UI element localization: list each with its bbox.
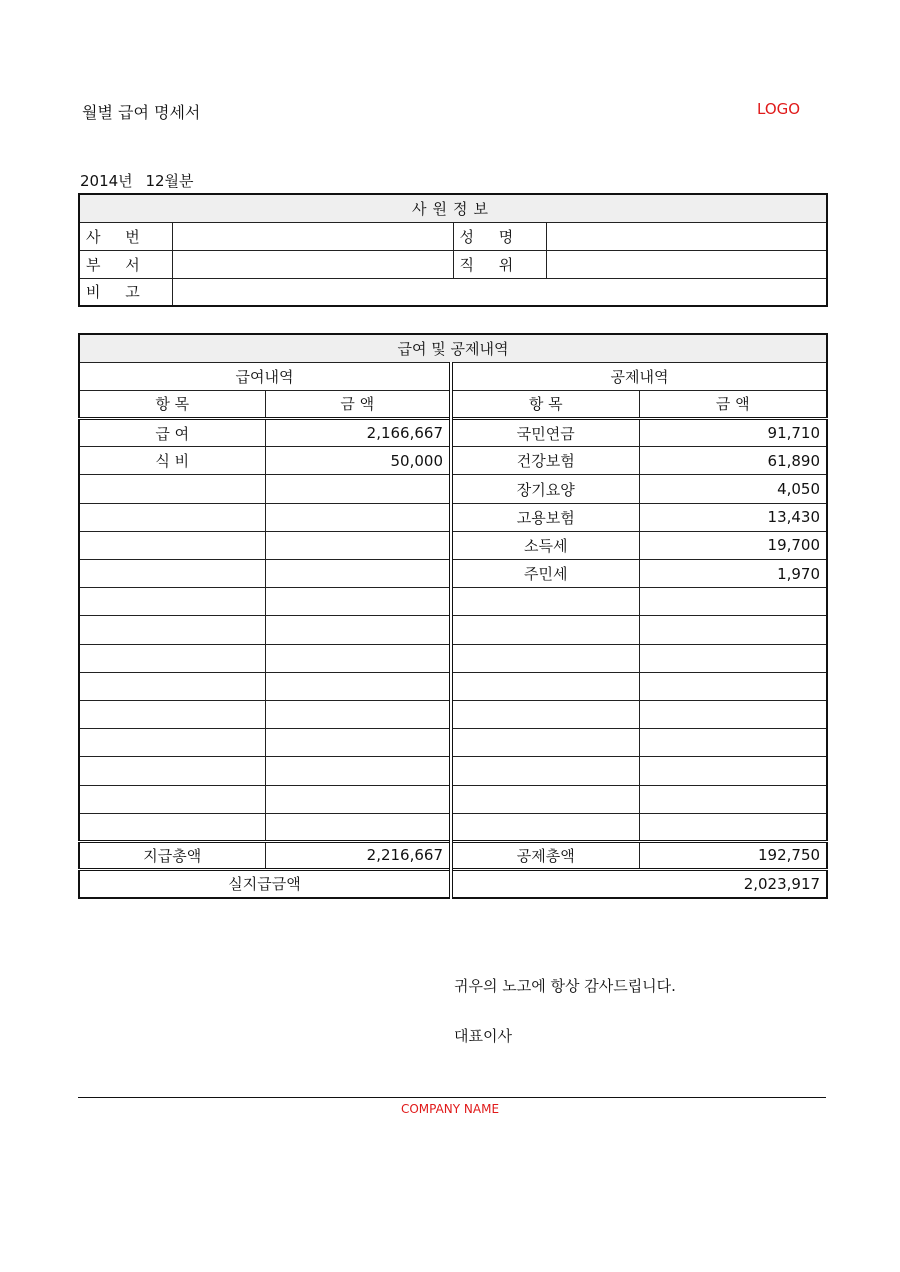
employee-note-label: 비 고 <box>79 278 172 306</box>
pay-amount-cell <box>265 729 451 757</box>
pay-total-label: 지급총액 <box>79 841 265 869</box>
deduction-item-cell: 건강보험 <box>451 447 639 475</box>
deduction-item-column-header: 항 목 <box>451 390 639 418</box>
period-year: 2014년 <box>80 172 133 190</box>
payroll-row <box>79 785 827 813</box>
pay-item-cell <box>79 672 265 700</box>
payroll-table <box>78 333 828 899</box>
pay-amount-cell <box>265 644 451 672</box>
payroll-row <box>79 447 827 475</box>
pay-period <box>80 170 202 191</box>
pay-amount-cell <box>265 672 451 700</box>
net-pay-amount: 2,023,917 <box>451 870 827 898</box>
pay-item-cell: 급 여 <box>79 419 265 447</box>
pay-item-column-header: 항 목 <box>79 390 265 418</box>
deduction-amount-cell: 61,890 <box>639 447 827 475</box>
pay-total-amount: 2,216,667 <box>265 841 451 869</box>
document-title: 월별 급여 명세서 <box>82 103 201 122</box>
deduction-amount-cell: 13,430 <box>639 503 827 531</box>
deduction-amount-cell: 1,970 <box>639 560 827 588</box>
company-name: COMPANY NAME <box>400 1102 500 1116</box>
deduction-item-cell <box>451 700 639 728</box>
deduction-amount-cell <box>639 672 827 700</box>
pay-item-cell <box>79 588 265 616</box>
payroll-row <box>79 644 827 672</box>
pay-amount-cell <box>265 700 451 728</box>
employee-id-label: 사 번 <box>79 222 172 250</box>
deduction-item-cell <box>451 588 639 616</box>
deduction-amount-cell <box>639 757 827 785</box>
pay-amount-cell <box>265 785 451 813</box>
employee-name-label: 성 명 <box>453 222 546 250</box>
ceo-signature-label: 대표이사 <box>454 1027 512 1045</box>
employee-position-value[interactable] <box>546 250 827 278</box>
payroll-row <box>79 729 827 757</box>
deduction-amount-cell: 19,700 <box>639 531 827 559</box>
pay-amount-cell: 2,166,667 <box>265 419 451 447</box>
pay-item-cell <box>79 813 265 841</box>
deduction-section-header: 공제내역 <box>451 362 827 390</box>
deduction-amount-cell: 91,710 <box>639 419 827 447</box>
deduction-amount-cell <box>639 785 827 813</box>
employee-id-value[interactable] <box>172 222 453 250</box>
pay-item-cell <box>79 757 265 785</box>
deduction-item-cell <box>451 672 639 700</box>
pay-item-cell <box>79 729 265 757</box>
company-logo: LOGO <box>757 100 801 118</box>
payroll-row <box>79 419 827 447</box>
employee-section-title: 사원정보 <box>79 194 827 222</box>
deduction-amount-cell <box>639 644 827 672</box>
payroll-row <box>79 813 827 841</box>
payroll-row <box>79 588 827 616</box>
pay-amount-cell <box>265 813 451 841</box>
pay-item-cell: 식 비 <box>79 447 265 475</box>
employee-note-value[interactable] <box>172 278 827 306</box>
deduction-item-cell <box>451 813 639 841</box>
employee-dept-label: 부 서 <box>79 250 172 278</box>
deduction-amount-cell <box>639 813 827 841</box>
payroll-row <box>79 700 827 728</box>
payroll-section-title: 급여 및 공제내역 <box>79 334 827 362</box>
deduction-item-cell: 소득세 <box>451 531 639 559</box>
employee-dept-value[interactable] <box>172 250 453 278</box>
pay-item-cell <box>79 560 265 588</box>
deduction-amount-cell <box>639 616 827 644</box>
pay-item-cell <box>79 616 265 644</box>
pay-amount-cell <box>265 757 451 785</box>
deduction-item-cell <box>451 757 639 785</box>
payroll-row <box>79 503 827 531</box>
deduction-amount-cell <box>639 700 827 728</box>
deduction-item-cell: 주민세 <box>451 560 639 588</box>
employee-info-table <box>78 193 828 307</box>
pay-item-cell <box>79 644 265 672</box>
net-pay-label: 실지급금액 <box>79 870 451 898</box>
pay-item-cell <box>79 700 265 728</box>
pay-amount-cell <box>265 475 451 503</box>
pay-amount-column-header: 금 액 <box>265 390 451 418</box>
deduction-total-label: 공제총액 <box>451 841 639 869</box>
deduction-total-amount: 192,750 <box>639 841 827 869</box>
pay-item-cell <box>79 531 265 559</box>
deduction-amount-column-header: 금 액 <box>639 390 827 418</box>
payroll-row <box>79 531 827 559</box>
pay-amount-cell <box>265 503 451 531</box>
deduction-amount-cell: 4,050 <box>639 475 827 503</box>
deduction-item-cell: 국민연금 <box>451 419 639 447</box>
deduction-item-cell: 고용보험 <box>451 503 639 531</box>
deduction-item-cell <box>451 729 639 757</box>
deduction-amount-cell <box>639 729 827 757</box>
pay-item-cell <box>79 475 265 503</box>
deduction-amount-cell <box>639 588 827 616</box>
footer-divider <box>78 1097 826 1098</box>
pay-amount-cell <box>265 616 451 644</box>
pay-amount-cell <box>265 531 451 559</box>
deduction-item-cell <box>451 616 639 644</box>
pay-amount-cell <box>265 588 451 616</box>
employee-name-value[interactable] <box>546 222 827 250</box>
pay-amount-cell <box>265 560 451 588</box>
payroll-row <box>79 560 827 588</box>
deduction-item-cell <box>451 785 639 813</box>
thank-you-message: 귀우의 노고에 항상 감사드립니다. <box>454 977 676 995</box>
payroll-row <box>79 475 827 503</box>
deduction-item-cell: 장기요양 <box>451 475 639 503</box>
pay-section-header: 급여내역 <box>79 362 451 390</box>
period-month: 12월분 <box>145 172 194 190</box>
pay-item-cell <box>79 785 265 813</box>
employee-position-label: 직 위 <box>453 250 546 278</box>
pay-amount-cell: 50,000 <box>265 447 451 475</box>
pay-item-cell <box>79 503 265 531</box>
deduction-item-cell <box>451 644 639 672</box>
payroll-row <box>79 757 827 785</box>
payroll-row <box>79 616 827 644</box>
payroll-row <box>79 672 827 700</box>
